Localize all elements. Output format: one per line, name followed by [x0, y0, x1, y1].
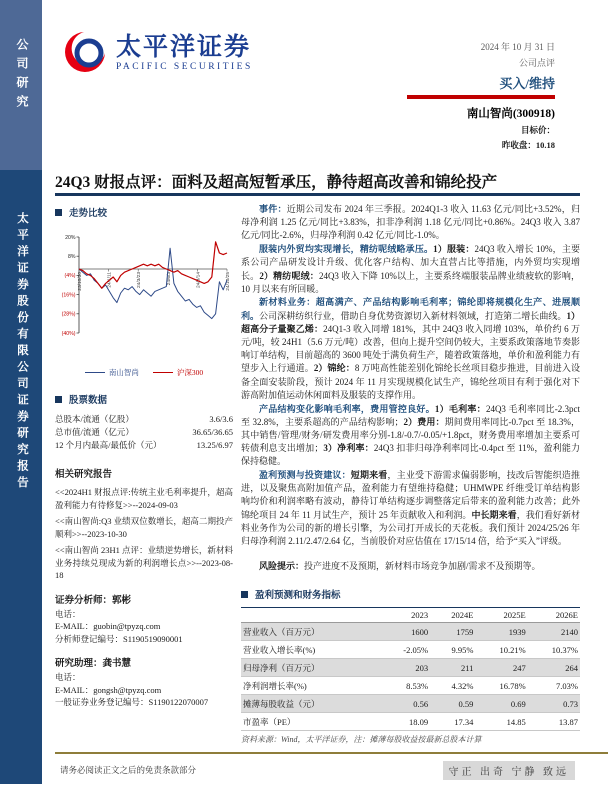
trend-chart-box [55, 227, 233, 378]
assistant-role-name: 研究助理：龚书慧 [55, 659, 132, 669]
trend-section-title: 走势比较 [69, 209, 108, 219]
brand-name-cn: 太平洋证券 [116, 33, 252, 61]
row-value: 4.32% [430, 677, 475, 695]
table-section-title: 盈利预测和财务指标 [255, 591, 341, 602]
financial-table-section [241, 587, 580, 745]
stock-row [55, 439, 233, 452]
sidebar-company-label: 太平洋证券股份有限公司证券研究报告 [16, 212, 28, 493]
svg-text:24/10/25: 24/10/25 [226, 272, 231, 291]
svg-text:23/10/30: 23/10/30 [78, 272, 83, 291]
row-value: 2140 [528, 623, 580, 641]
stock-label: 总股本/流通（亿股） [55, 414, 134, 424]
pacific-securities-logo-icon [62, 30, 108, 76]
brand-name-en: PACIFIC SECURITIES [116, 61, 253, 72]
legend-line-red-icon [153, 372, 173, 373]
company-name-ticker: 南山智尚(300918) [466, 107, 555, 120]
table-row [241, 659, 580, 677]
row-value: 211 [430, 659, 475, 677]
svg-text:24/8/14: 24/8/14 [196, 272, 202, 289]
table-row [241, 695, 580, 713]
chart-legend [55, 367, 233, 378]
margin-paragraph: 产品结构变化影响毛利率，费用管控良好。1）毛利率：24Q3 毛利率同比-2.3pct 至 32.8%，主要系超高的产品结构影响；2）费用：期间费用率同比-0.7pct 至 18.3%，其中销售/管理/财务/研发费用率分别-1.8/-0.7/-0.05/+1.8pct，财务费用率增加主要系可转债利息支出增加；3）净利率：24Q3 扣非归母净利率同比-0.4pct 至 11%，盈利能力保持稳健。 [241, 403, 580, 467]
row-label: 营业收入（百万元） [241, 623, 380, 641]
stock-value: 36.65/36.65 [192, 427, 233, 437]
financial-forecast-table [241, 607, 580, 731]
svg-text:20%: 20% [65, 234, 76, 241]
stock-label: 12 个月内最高/最低价（元） [55, 440, 162, 450]
svg-text:24/6/3: 24/6/3 [166, 272, 172, 286]
row-label: 营业收入增长率(%) [241, 641, 380, 659]
stock-value: 3.6/3.6 [209, 414, 233, 424]
row-value: 10.21% [475, 641, 527, 659]
related-report-link: <<2024H1 财报点评:传统主业毛利率提升，超高盈利能力有待修复>>--2024-09-03 [55, 487, 233, 510]
row-value: 7.03% [528, 677, 580, 695]
stock-row [55, 426, 233, 439]
stock-value: 13.25/6.97 [196, 440, 233, 450]
svg-text:24/3/23: 24/3/23 [137, 272, 143, 289]
target-price: 目标价： [520, 124, 555, 135]
row-value: 1600 [380, 623, 430, 641]
trend-comparison-chart [55, 227, 231, 363]
row-value: 14.85 [475, 713, 527, 731]
stock-section-title: 股票数据 [69, 396, 108, 406]
row-value: 0.56 [380, 695, 430, 713]
footer-motto: 守正 出奇 宁静 致远 [443, 761, 576, 780]
row-value: 203 [380, 659, 430, 677]
table-section-header [241, 587, 580, 601]
stock-label: 总市值/流通（亿元） [55, 427, 134, 437]
risk-paragraph: 风险提示：投产进度不及预期，新材料市场竞争加剧/需求不及预期等。 [259, 561, 541, 572]
stock-data-section [55, 392, 233, 452]
forecast-paragraph: 盈利预测与投资建议：短期来看，主业受下游需求偏弱影响，技改后智能织造推进，以及聚焦高附加值产品，盈利能力有望维持稳健；UHMWPE 纤维受订单结构影响均价和利润率略有波动，静待订单结构逐步调整落定后带来的盈利能力改善；此外锦纶项目 24 年 11 月试生产，预计 25 年贡献收入和利润。中长期来看，我们看好新材料业务作为公司的新的增长引擎，为公司打开成长的天花板。我们预计 2024/25/26 年归母净利润 2.11/2.47/2.64 亿，当前股价对应估值在 17/15/14 倍，给予“买入”评级。 [241, 470, 580, 547]
row-label: 摊薄每股收益（元） [241, 695, 380, 713]
row-value: 18.09 [380, 713, 430, 731]
legend-label-index: 沪深300 [176, 368, 204, 377]
previous-close: 昨收盘：10.18 [501, 139, 555, 150]
svg-text:(16%): (16%) [61, 292, 76, 299]
row-value: 1939 [475, 623, 527, 641]
footer-disclaimer: 请务必阅读正文之后的免责条款部分 [60, 765, 197, 775]
svg-text:8%: 8% [68, 254, 76, 260]
legend-item-company [85, 367, 139, 378]
legend-item-index [153, 367, 203, 378]
row-value: 264 [528, 659, 580, 677]
assistant-phone: 电话： [55, 672, 81, 682]
row-value: 247 [475, 659, 527, 677]
assistant-license: 一般证券业务登记编号：S1190122070007 [55, 697, 209, 707]
rating-badge: 买入/维持 [499, 76, 555, 91]
new-materials-paragraph: 新材料业务：超高满产、产品结构影响毛利率；锦纶即将规模化生产、进展顺利。公司深耕纺织行业，借助自身优势资源切入新材料领域，打造第二增长曲线。1）超高分子量聚乙烯：24Q1-3 收入同增 181%，其中 24Q3 收入同增 103%，单价约 6 万元/吨，较 24H1（5.6 万元/吨）改善，但向上提升空间仍较大，主要系政策落地节奏影响订单结构，目前超高的 3600 吨处于满负荷生产，随着政策落地，单价和盈利能力有望步入上行通道。2）锦纶：8 万吨高性能差别化锦纶长丝项目稳步推进，目前进入设备全面安装阶段，预计 2024 年 11 月实现规模化试生产，锦纶丝项目有利于强化对下游高附加值运动休闲面料及服装的支撑作用。 [241, 297, 580, 400]
report-date: 2024 年 10 月 31 日 [480, 42, 555, 52]
table-row [241, 713, 580, 731]
sidebar-bottom-band [0, 170, 42, 784]
left-column [55, 205, 233, 709]
row-value: 16.78% [475, 677, 527, 695]
row-value: 1759 [430, 623, 475, 641]
related-report-link: <<南山智尚:Q3 业绩双位数增长，超高二期投产顺利>>--2023-10-30 [55, 516, 233, 539]
brand-header [62, 30, 253, 76]
analyst-license: 分析师登记编号：S1190519090001 [55, 633, 183, 644]
table-row [241, 623, 580, 641]
brand-text [116, 35, 253, 72]
svg-text:(4%): (4%) [64, 273, 76, 280]
svg-text:(28%): (28%) [61, 311, 76, 318]
analyst-phone: 电话： [55, 608, 81, 619]
stock-rows [55, 413, 233, 452]
stock-section-header [55, 392, 233, 406]
analyst-role-name: 证券分析师：郭彬 [55, 595, 132, 606]
square-bullet-icon [55, 209, 62, 216]
title-divider [55, 193, 580, 196]
row-value: 8.53% [380, 677, 430, 695]
row-value: 0.69 [475, 695, 527, 713]
apparel-paragraph: 服装内外贸均实现增长，精纺呢绒略承压。1）服装：24Q3 收入增长 10%，主要系公司产品研发设计升级、优化客户结构、加大直营占比等措施，内外贸均实现增长。2）精纺呢绒：24Q3 收入下降 10%以上，主要系终端服装品牌业绩疲软的影响，10 月以来有所回暖。 [241, 244, 580, 294]
row-label: 市盈率（PE） [241, 713, 380, 731]
report-type: 公司点评 [518, 58, 555, 68]
square-bullet-icon [241, 591, 248, 598]
table-row [241, 677, 580, 695]
table-source-note: 资料来源：Wind，太平洋证券，注：摊薄每股收益按最新总股本计算 [241, 735, 482, 745]
report-meta [407, 40, 555, 151]
row-value: 0.73 [528, 695, 580, 713]
row-value: 0.59 [430, 695, 475, 713]
row-label: 归母净利（百万元） [241, 659, 380, 677]
table-row [241, 641, 580, 659]
svg-text:24/1/11: 24/1/11 [107, 272, 113, 288]
row-value: 9.95% [430, 641, 475, 659]
assistant-email: E-MAIL：gongsh@tpyzq.com [55, 684, 162, 695]
main-content [241, 203, 580, 745]
page-title: 24Q3 财报点评：面料及超高短暂承压，静待超高改善和锦纶投产 [55, 174, 498, 191]
rating-underline [407, 95, 555, 99]
related-report-link: <<南山智尚 23H1 点评：业绩逆势增长，新材料业务持续兑现成为新的利润增长点>>--2023-08-18 [55, 545, 233, 580]
row-label: 净利润增长率(%) [241, 677, 380, 695]
row-value: 13.87 [528, 713, 580, 731]
square-bullet-icon [55, 396, 62, 403]
trend-section-header [55, 205, 233, 219]
footer-divider [55, 752, 608, 754]
row-value: 17.34 [430, 713, 475, 731]
svg-text:(40%): (40%) [61, 330, 76, 337]
sidebar-category-label: 公司研究 [15, 38, 29, 114]
row-value: -2.05% [380, 641, 430, 659]
stock-row [55, 413, 233, 426]
analyst-block [55, 592, 233, 709]
related-reports-title: 相关研究报告 [55, 470, 113, 480]
sidebar-top-band [0, 0, 42, 170]
legend-label-company: 南山智尚 [108, 368, 139, 377]
legend-line-blue-icon [85, 372, 105, 373]
analyst-email: E-MAIL：guobin@tpyzq.com [55, 621, 161, 631]
table-header-row: 2023 2024E 2025E 2026E [241, 608, 580, 623]
event-paragraph: 事件：近期公司发布 2024 年三季报。2024Q1-3 收入 11.63 亿元/同比+3.52%，归母净利润 1.25 亿元/同比+3.83%，扣非净利润 1.18 亿元/同比+0.86%。24Q3 收入 3.87 亿元/同比-2.6%，归母净利润 0.42 亿元/同比-1.0%。 [241, 204, 580, 241]
row-value: 10.37% [528, 641, 580, 659]
